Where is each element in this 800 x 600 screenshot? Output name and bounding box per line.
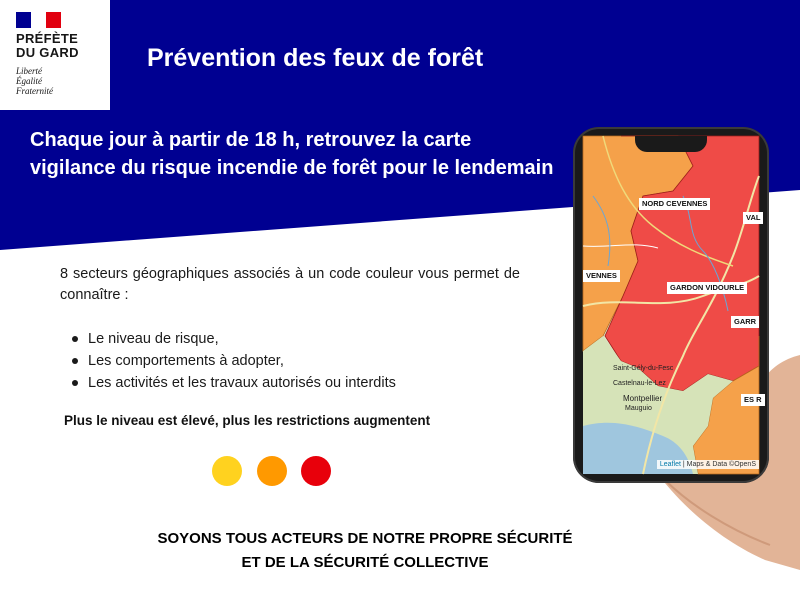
phone-screen	[583, 136, 762, 474]
phone-notch	[635, 136, 707, 152]
smartphone	[573, 127, 769, 483]
footer-line-2: ET DE LA SÉCURITÉ COLLECTIVE	[241, 554, 489, 571]
motto-egalite: Égalité	[16, 76, 42, 86]
list-item: Le niveau de risque,	[70, 328, 396, 350]
map-label-garrigues: GARR	[731, 316, 759, 328]
map-label-cevennes: VENNES	[583, 270, 620, 282]
map-attribution	[657, 460, 759, 469]
attribution-text: | Maps & Data ©OpenS	[682, 461, 756, 468]
map-label-val: VAL	[743, 212, 763, 224]
footer-line-1: SOYONS TOUS ACTEURS DE NOTRE PROPRE SÉCURITÉ	[157, 530, 573, 547]
intro-text: 8 secteurs géographiques associés à un code couleur vous permet de connaître :	[60, 266, 520, 303]
map-label-gardon-vidourle: GARDON VIDOURLE	[667, 282, 747, 294]
map-town: Saint-Gély-du-Fesc	[613, 365, 674, 372]
list-item: Les comportements à adopter,	[70, 350, 396, 372]
subtitle: Chaque jour à partir de 18 h, retrouvez la carte vigilance du risque incendie de forêt pour le lendemain	[30, 129, 554, 179]
risk-map	[583, 136, 759, 474]
restrictions-note: Plus le niveau est élevé, plus les restrictions augmentent	[64, 413, 431, 428]
logo-line-2: DU GARD	[16, 45, 79, 60]
motto-fraternite: Fraternité	[16, 86, 53, 96]
map-town: Montpellier	[623, 394, 663, 403]
list-item: Les activités et les travaux autorisés ou interdits	[70, 372, 396, 394]
map-town: Castelnau-le-Lez	[613, 380, 666, 387]
page-title: Prévention des feux de forêt	[147, 44, 484, 72]
map-label-nord-cevennes: NORD CEVENNES	[639, 198, 710, 210]
leaflet-link[interactable]: Leaflet	[659, 461, 681, 468]
map-town: Mauguio	[625, 405, 652, 412]
logo-line-1: PRÉFÈTE	[16, 31, 79, 46]
map-label-costieres: ES R	[741, 394, 765, 406]
motto-liberte: Liberté	[16, 66, 42, 76]
